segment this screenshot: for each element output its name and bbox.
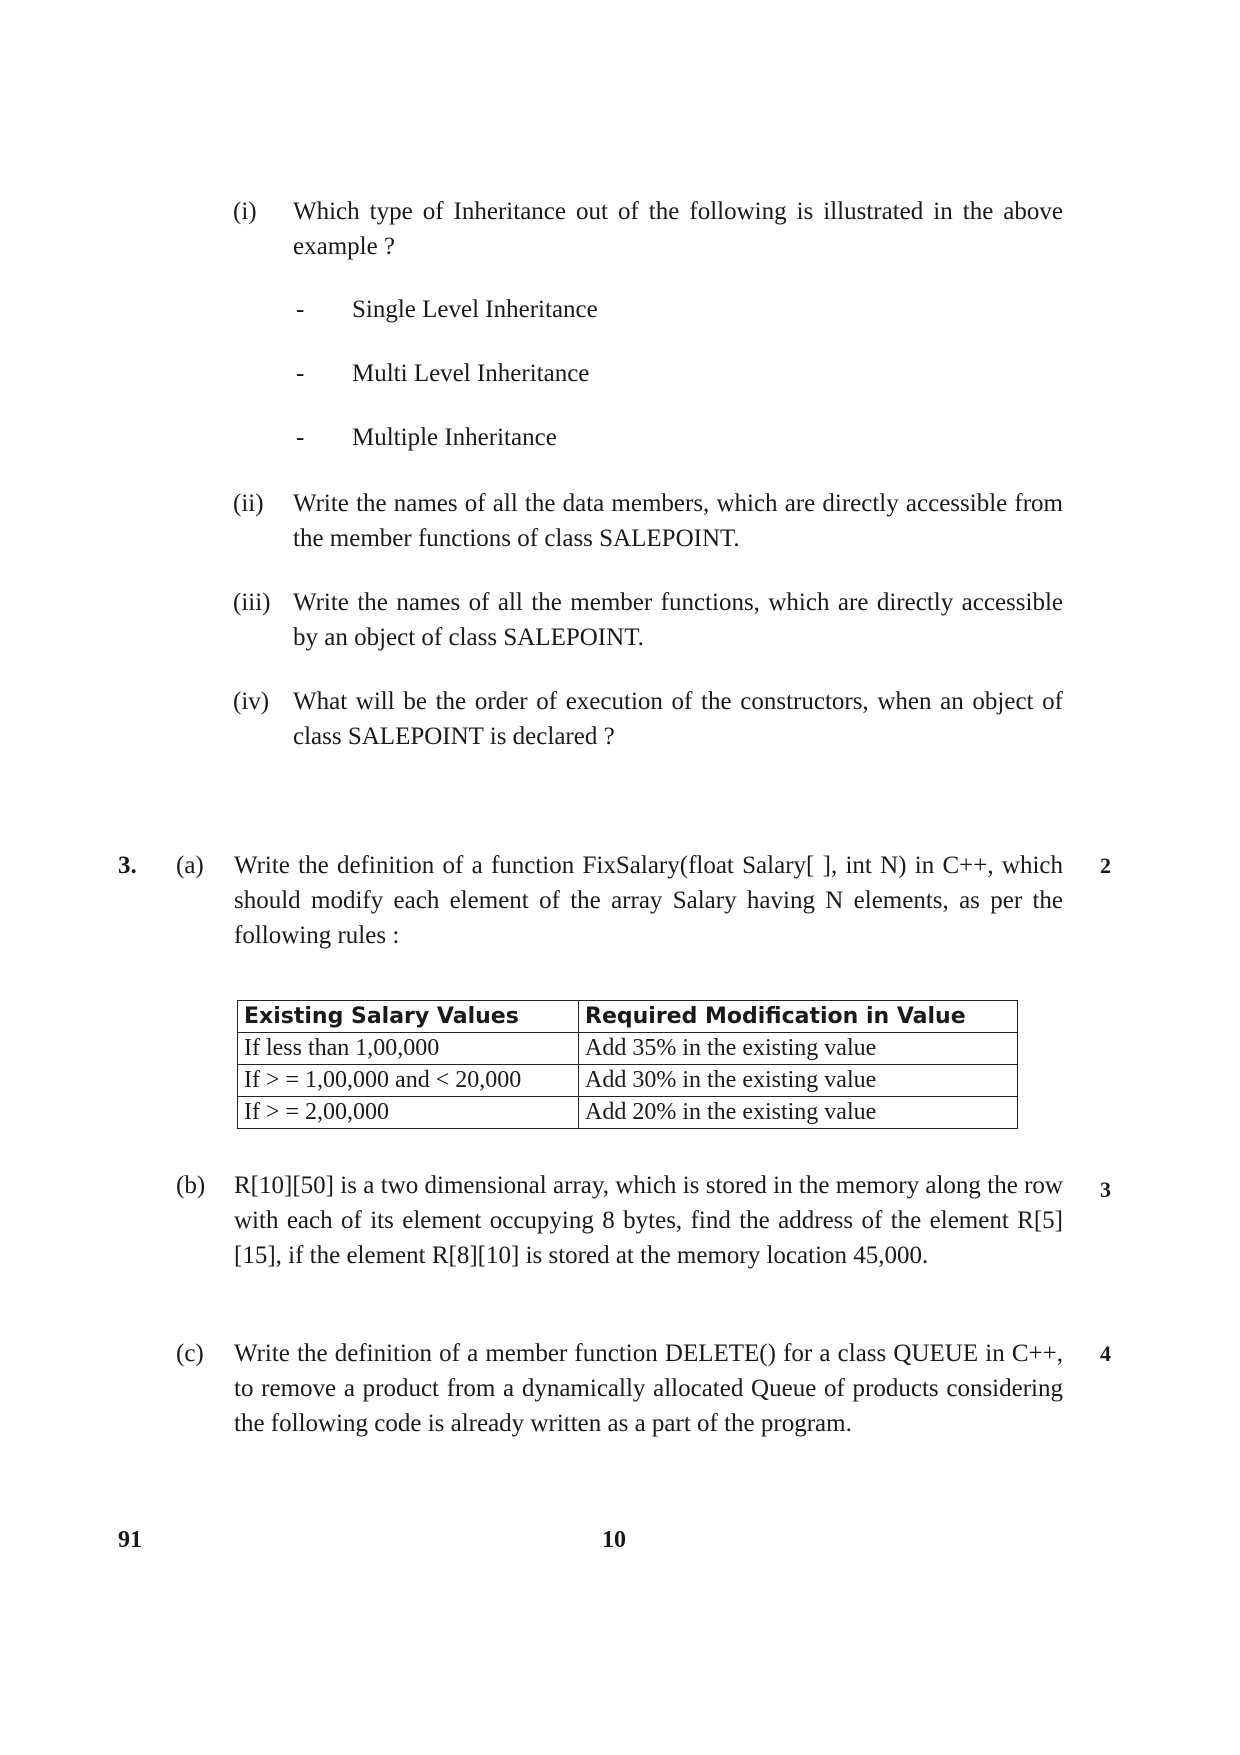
table-cell: Add 20% in the existing value (579, 1097, 1018, 1129)
q3b-marks: 3 (1100, 1177, 1111, 1202)
salary-rules-table (237, 1000, 1018, 1129)
part-ii-text: Write the names of all the data members, which are directly accessible from the member functions of class SALEPOINT. (293, 490, 1063, 552)
table-header-cell: Required Modification in Value (579, 1001, 1018, 1033)
option-single-level: Single Level Inheritance (352, 296, 598, 323)
part-i-text: Which type of Inheritance out of the following is illustrated in the above example ? (293, 198, 1063, 260)
q3a-label: (a) (176, 852, 204, 879)
table-row (238, 1065, 1018, 1097)
q3c-marks: 4 (1100, 1341, 1111, 1366)
option-bullet-2: - (296, 360, 305, 387)
option-multiple: Multiple Inheritance (352, 424, 557, 451)
table-cell: Add 30% in the existing value (579, 1065, 1018, 1097)
part-ii-label: (ii) (233, 490, 264, 517)
q3b-label: (b) (176, 1172, 206, 1199)
table-cell: Add 35% in the existing value (579, 1033, 1018, 1065)
table-cell: If > = 1,00,000 and < 20,000 (238, 1065, 579, 1097)
q3c-label: (c) (176, 1340, 204, 1367)
table-cell: If > = 2,00,000 (238, 1097, 579, 1129)
q3a-marks: 2 (1100, 853, 1111, 878)
q3a-text: Write the definition of a function FixSalary(float Salary[ ], int N) in C++, which should modify each element of the array Salary having N elements, as per the following rules : (234, 852, 1063, 949)
table-cell: If less than 1,00,000 (238, 1033, 579, 1065)
table-header-row (238, 1001, 1018, 1033)
question-3-number: 3. (118, 852, 137, 879)
page-number: 10 (602, 1527, 626, 1553)
table-row (238, 1097, 1018, 1129)
part-iii-text: Write the names of all the member functions, which are directly accessible by an object of class SALEPOINT. (293, 589, 1063, 651)
table-header-cell: Existing Salary Values (238, 1001, 579, 1033)
part-iv-label: (iv) (233, 688, 270, 715)
q3b-text: R[10][50] is a two dimensional array, which is stored in the memory along the row with each of its element occupying 8 bytes, find the address of the element R[5][15], if the element R[8][10] is stored at the memory location 45,000. (234, 1172, 1063, 1269)
table-row (238, 1033, 1018, 1065)
paper-code: 91 (118, 1527, 142, 1553)
option-bullet-3: - (296, 424, 305, 451)
part-iv-text: What will be the order of execution of the constructors, when an object of class SALEPOINT is declared ? (293, 688, 1063, 750)
option-bullet-1: - (296, 296, 305, 323)
q3c-text: Write the definition of a member function DELETE() for a class QUEUE in C++, to remove a product from a dynamically allocated Queue of products considering the following code is already written as a part of the program. (234, 1340, 1063, 1437)
option-multi-level: Multi Level Inheritance (352, 360, 590, 387)
part-iii-label: (iii) (233, 589, 271, 616)
part-i-label: (i) (233, 198, 257, 225)
